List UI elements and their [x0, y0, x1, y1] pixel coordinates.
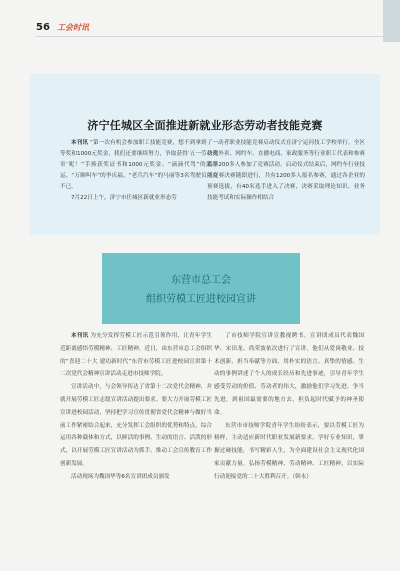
paragraph-text: 活动现场为魏国华等6名宣讲团成员颁发 — [71, 473, 170, 480]
paragraph — [207, 138, 365, 204]
byline-lead: 本刊讯 — [71, 333, 89, 339]
banner-subtitle: 组织劳模工匠进校园宣讲 — [146, 294, 256, 305]
section-label: 工会时讯 — [57, 23, 89, 32]
article1-title: 济宁任城区全面推进新就业形态劳动者技能竞赛 — [87, 119, 323, 132]
header-divider — [36, 36, 386, 37]
paragraph — [214, 330, 364, 420]
paragraph-text: 为充分发挥劳模工匠示范引领作用，让青年学生近距离感悟劳模精神、工匠精神，近日，由东营市总工会组织的“喜迎二十大 建功新时代”东营市劳模工匠进校园宣讲第十二次党代会精神宣讲活动走进市技师学院。 — [60, 333, 212, 378]
paragraph — [60, 330, 212, 381]
paragraph-text: 了市技师学院宣讲宣教视聘书。宣讲团成员代表魏国华、宋田龙、尚荣波依次进行了宣讲，他们从爱岗敬业、技术创新、担当奉献等方面，用朴实的语言、真挚的情感、生动的事例讲述了个人的成长经历和先进事迹，引导青年学生感受劳动的价值、劳动者的伟大，激励他们学习先进、争当先进，到祖国最需要的地方去，担负起时代赋予的神圣使命。 — [214, 333, 364, 416]
paragraph — [60, 138, 218, 193]
article1-left-column — [60, 138, 218, 204]
paragraph-text: 东营市市技师学院青年学生纷纷表示，要以劳模工匠为榜样，主动适应新时代职业发展新要求，学好专业知识，掌握过硬技能，书写精彩人生，为全面建设社会主义现代化国家贡献力量。弘扬劳模精神、劳动精神、工匠精神，以实际行动迎接党的二十大胜利召开。（韩永） — [214, 422, 364, 480]
article2-right-column — [214, 330, 364, 484]
article2-banner — [102, 253, 300, 324]
article2-left-column — [60, 330, 212, 484]
banner-title: 东营市总工会 — [171, 275, 231, 286]
paragraph — [60, 193, 218, 204]
paragraph — [60, 381, 212, 471]
paragraph-text: 7月22日上午，济宁市任城区新就业形态劳 — [71, 195, 177, 201]
paragraph — [60, 471, 212, 484]
paragraph-text: “第一次有机会参加职工技能竞赛，想不到拿到了一等奖和1000元奖金，我们还要继续努力，争取获得‘五一劳动奖章’呢！”手捧获奖证书和1000元奖金、“滴滴代驾”的邵继运、“万顺叫车”的李庆福、“老兵汽车”的马丽等3名驾驶员兴奋不已。 — [60, 140, 218, 190]
paragraph-text: 宣讲活动中，与会领导传达了省第十二次党代会精神，并就开展劳模工匠志愿宣讲活动提出要求。要大力开展劳模工匠宣讲进校园活动，坚持把学习宣传贯彻省党代会精神与做好当前工作紧密结合起来，充分发挥工会组织的优势和特点，综合运用各种载体和方式，以鲜活的事例、生动的语言、活泼的形式，以开展劳模工匠宣讲活动为抓手，推动工会宣传教育工作创新发展。 — [60, 384, 212, 467]
article2-body — [30, 330, 380, 560]
article1-right-column — [207, 138, 365, 204]
paragraph-text: 动者职业技能竞赛启动仪式在济宁运河技工学校举行。全区快递外卖、网约车、直播电商、家政服务等行业职工代表和参赛选手200多人参加了竞赛活动。启动仪式结束后，网约车行业技能竞赛决赛随即进行，共有1200多人报名参赛，通过各企业的预赛选拔，有40名选手进入了决赛，决赛采取理论知识、业务技能考试和实际操作相结合 — [207, 140, 365, 201]
paragraph — [214, 420, 364, 484]
article1-body — [30, 98, 380, 238]
page-number: 56 — [36, 22, 50, 33]
byline-lead: 本刊讯 — [71, 140, 89, 146]
